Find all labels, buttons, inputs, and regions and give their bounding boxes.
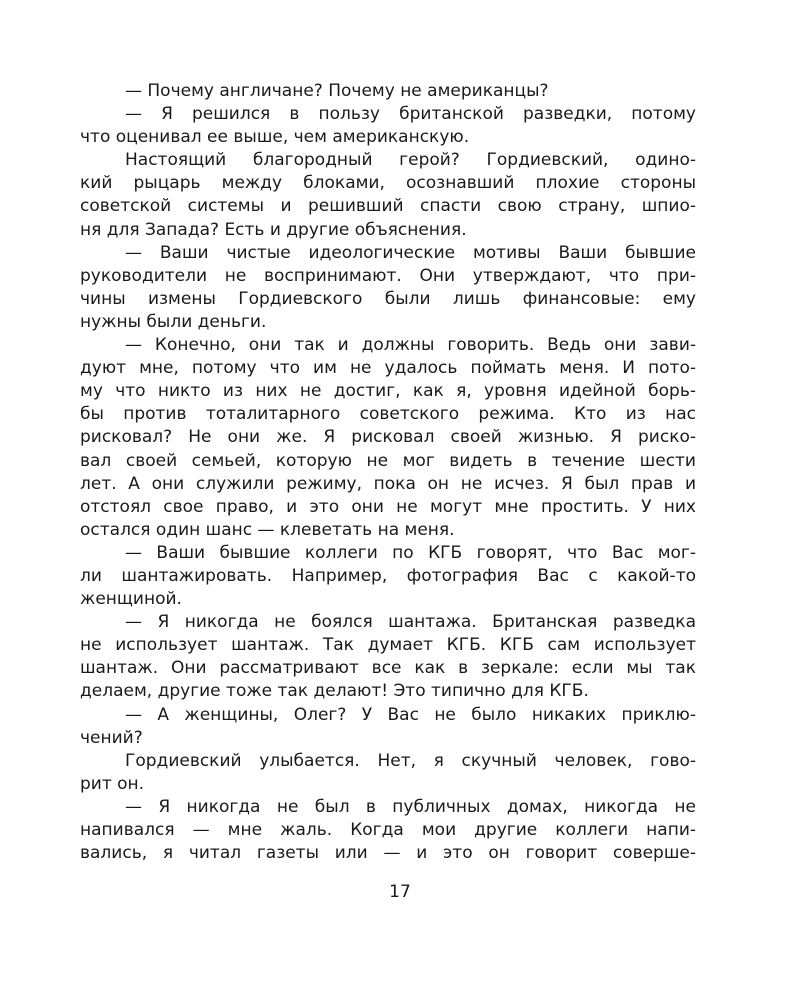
text-line: чины измены Гордиевского были лишь финансовые: ему <box>80 288 696 309</box>
text-line: — Конечно, они так и должны говорить. Ведь они зави- <box>125 335 696 356</box>
body-text <box>80 80 696 865</box>
text-line: ня для Запада? Есть и другие объяснения. <box>80 219 467 240</box>
text-line: остался один шанс — клеветать на меня. <box>80 519 455 540</box>
text-line: нужны были деньги. <box>80 311 267 332</box>
text-line: ли шантажировать. Например, фотография Вас с какой-то <box>80 565 696 586</box>
text-line: делаем, другие тоже так делают! Это типично для КГБ. <box>80 681 589 702</box>
text-line: шантаж. Они рассматривают все как в зеркале: если мы так <box>80 658 696 679</box>
page-number: 17 <box>389 882 411 902</box>
text-line: что оценивал ее выше, чем американскую. <box>80 127 470 148</box>
text-line: женщиной. <box>80 589 182 610</box>
text-line: рит он. <box>80 773 145 794</box>
text-line: — Почему англичане? Почему не американцы? <box>125 81 549 101</box>
text-line: Настоящий благородный герой? Гордиевский, одино- <box>125 150 696 171</box>
text-line: му что никто из них не достиг, как я, уровня идейной борь- <box>80 381 696 402</box>
text-line: дуют мне, потому что им не удалось поймать меня. И пото- <box>80 358 696 379</box>
text-line: кий рыцарь между блоками, осознавший плохие стороны <box>80 173 696 194</box>
text-line: Гордиевский улыбается. Нет, я скучный человек, гово- <box>125 750 696 771</box>
text-line: отстоял свое право, и это они не могут мне простить. У них <box>80 496 696 517</box>
text-line: руководители не воспринимают. Они утверждают, что при- <box>80 265 696 286</box>
text-line: — Я никогда не боялся шантажа. Британская разведка <box>125 612 696 633</box>
text-line: бы против тоталитарного советского режима. Кто из нас <box>80 404 696 425</box>
text-line: — А женщины, Олег? У Вас не было никаких приклю- <box>125 704 696 725</box>
text-line: советской системы и решивший спасти свою страну, шпио- <box>80 196 696 217</box>
text-line: чений? <box>80 727 143 748</box>
text-line: — Ваши чистые идеологические мотивы Ваши бывшие <box>125 242 696 263</box>
text-line: вались, я читал газеты или — и это он говорит соверше- <box>80 843 696 864</box>
text-line: напивался — мне жаль. Когда мои другие коллеги напи- <box>80 820 696 840</box>
text-line: вал своей семьей, которую не мог видеть в течение шести <box>80 450 696 471</box>
text-line: рисковал? Не они же. Я рисковал своей жизнью. Я риско- <box>80 427 696 448</box>
text-line: — Ваши бывшие коллеги по КГБ говорят, что Вас мог- <box>125 542 696 563</box>
text-line: — Я никогда не был в публичных домах, никогда не <box>125 796 696 817</box>
text-line: не использует шантаж. Так думает КГБ. КГБ сам использует <box>80 635 696 656</box>
text-line: — Я решился в пользу британской разведки, потому <box>125 104 696 125</box>
text-line: лет. А они служили режиму, пока он не исчез. Я был прав и <box>80 473 696 494</box>
